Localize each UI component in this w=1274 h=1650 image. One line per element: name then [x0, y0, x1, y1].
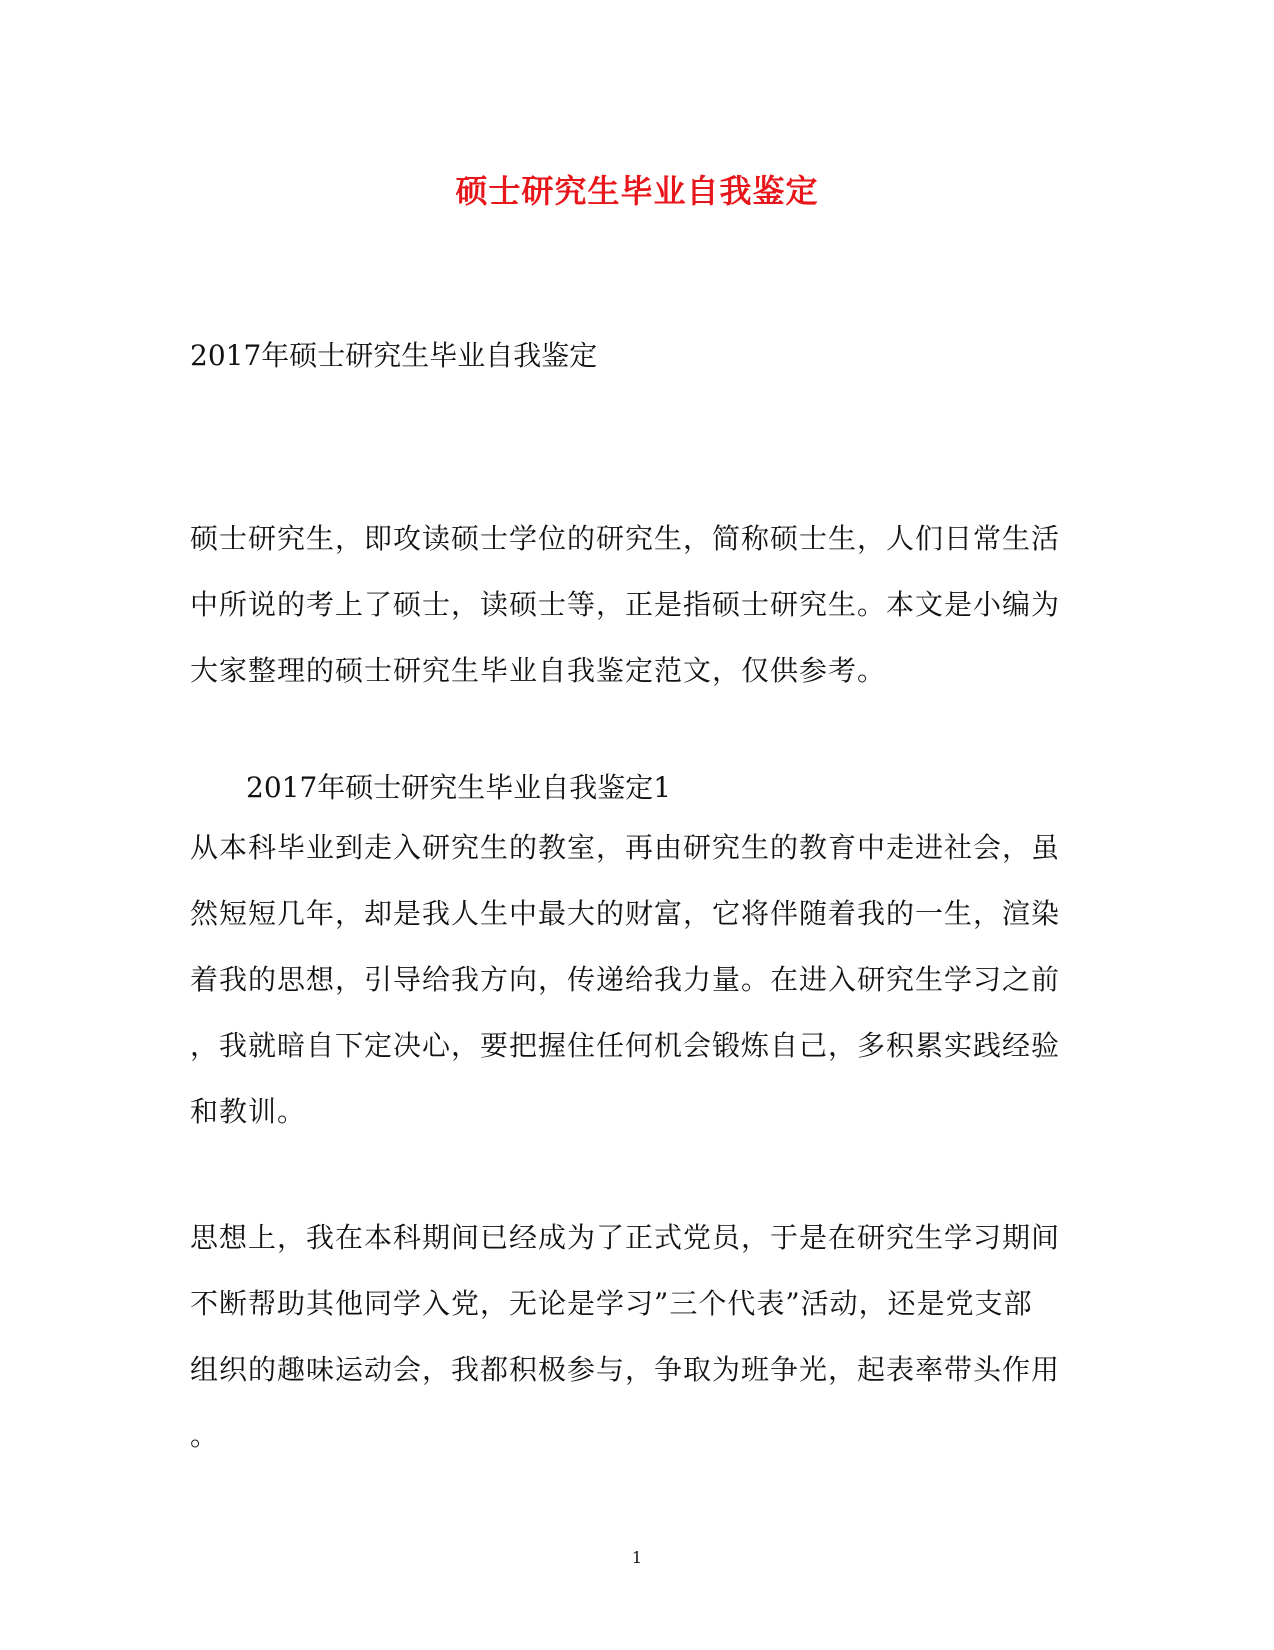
paragraph-line: 着我的思想，引导给我方向，传递给我力量。在进入研究生学习之前 [190, 963, 1061, 996]
paragraph-line: ，我就暗自下定决心，要把握住任何机会锻炼自己，多积累实践经验 [190, 1029, 1061, 1062]
paragraph-line: 从本科毕业到走入研究生的教室，再由研究生的教育中走进社会，虽 [190, 831, 1061, 864]
document-subtitle: 2017年硕士研究生毕业自我鉴定 [190, 339, 598, 372]
paragraph-2 [190, 1205, 1070, 1469]
intro-line: 中所说的考上了硕士，读硕士等，正是指硕士研究生。本文是小编为 [190, 588, 1061, 621]
paragraph-line: 然短短几年，却是我人生中最大的财富，它将伴随着我的一生，渲染 [190, 897, 1061, 930]
document-title: 硕士研究生毕业自我鉴定 [455, 172, 819, 210]
intro-line: 大家整理的硕士研究生毕业自我鉴定范文，仅供参考。 [190, 654, 887, 687]
paragraph-line: 组织的趣味运动会，我都积极参与，争取为班争光，起表率带头作用 [190, 1353, 1061, 1386]
paragraph-line: 思想上，我在本科期间已经成为了正式党员，于是在研究生学习期间 [190, 1221, 1061, 1254]
page-number: 1 [631, 1548, 643, 1567]
paragraph-line: 和教训。 [190, 1095, 307, 1128]
intro-paragraph [190, 506, 1070, 704]
paragraph-1 [190, 815, 1070, 1145]
section-heading: 2017年硕士研究生毕业自我鉴定1 [246, 771, 672, 804]
paragraph-line: 。 [190, 1419, 220, 1452]
intro-line: 硕士研究生，即攻读硕士学位的研究生，简称硕士生，人们日常生活 [190, 522, 1061, 555]
paragraph-line: 不断帮助其他同学入党，无论是学习”三个代表”活动，还是党支部 [190, 1287, 1033, 1320]
